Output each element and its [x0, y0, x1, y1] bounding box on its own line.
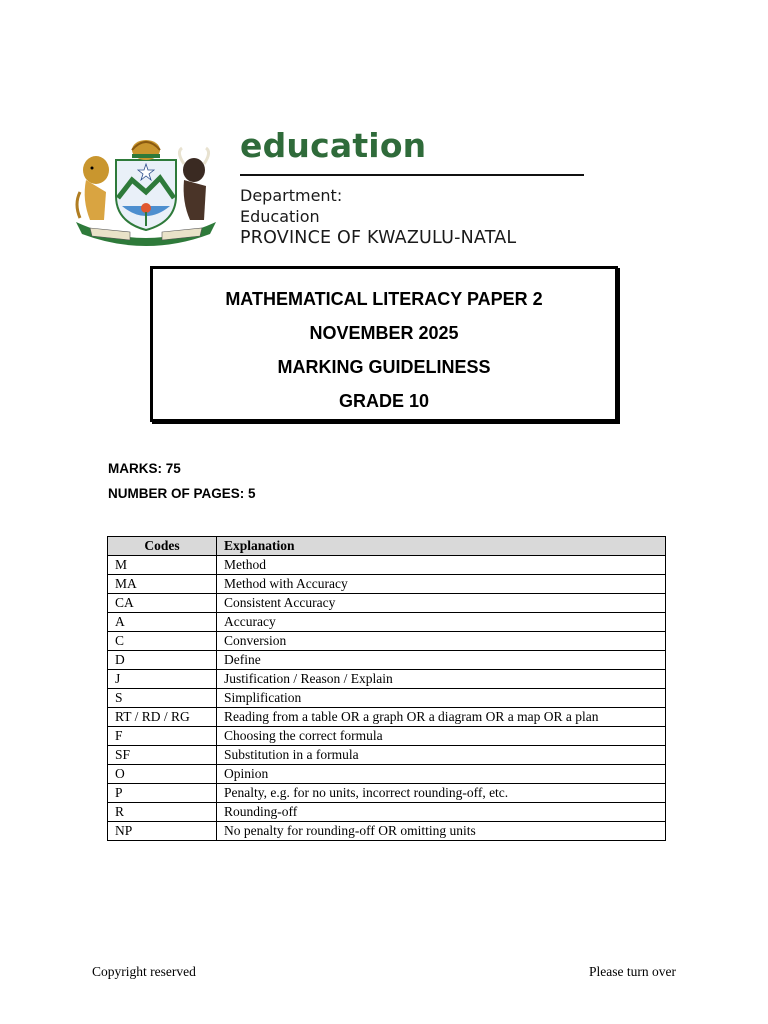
code-cell: RT / RD / RG [108, 708, 217, 727]
document-type: MARKING GUIDELINESS [277, 357, 491, 377]
brand-divider [240, 174, 584, 176]
explanation-cell: Penalty, e.g. for no units, incorrect rounding-off, etc. [217, 784, 666, 803]
code-cell: F [108, 727, 217, 746]
code-cell: M [108, 556, 217, 575]
brand-wordmark: education [240, 126, 427, 165]
table-row [108, 708, 666, 727]
turn-over-notice: Please turn over [589, 964, 676, 979]
marking-codes-table [107, 536, 666, 841]
code-cell: NP [108, 822, 217, 841]
province-name: PROVINCE OF KWAZULU-NATAL [240, 228, 517, 248]
code-cell: R [108, 803, 217, 822]
table-row [108, 784, 666, 803]
explanation-cell: Justification / Reason / Explain [217, 670, 666, 689]
explanation-cell: No penalty for rounding-off OR omitting units [217, 822, 666, 841]
explanation-cell: Rounding-off [217, 803, 666, 822]
department-name: Education [240, 207, 320, 226]
code-cell: J [108, 670, 217, 689]
table-row [108, 594, 666, 613]
code-cell: CA [108, 594, 217, 613]
table-row [108, 765, 666, 784]
table-row [108, 727, 666, 746]
document-title-box [150, 266, 618, 422]
explanation-cell: Method [217, 556, 666, 575]
code-cell: D [108, 651, 217, 670]
table-row [108, 632, 666, 651]
table-row [108, 613, 666, 632]
explanation-cell: Consistent Accuracy [217, 594, 666, 613]
explanation-cell: Conversion [217, 632, 666, 651]
explanation-cell: Define [217, 651, 666, 670]
explanation-cell: Simplification [217, 689, 666, 708]
table-row [108, 651, 666, 670]
exam-session: NOVEMBER 2025 [309, 323, 459, 343]
paper-title: MATHEMATICAL LITERACY PAPER 2 [225, 289, 543, 309]
table-row [108, 575, 666, 594]
table-row [108, 689, 666, 708]
grade-level: GRADE 10 [338, 391, 430, 411]
column-header-codes: Codes [108, 537, 217, 556]
explanation-cell: Choosing the correct formula [217, 727, 666, 746]
code-cell: A [108, 613, 217, 632]
page-count: NUMBER OF PAGES: 5 [108, 486, 256, 501]
table-row [108, 670, 666, 689]
code-cell: C [108, 632, 217, 651]
explanation-cell: Opinion [217, 765, 666, 784]
coat-of-arms-logo [70, 130, 222, 254]
table-header-row [108, 537, 666, 556]
code-cell: SF [108, 746, 217, 765]
table-row [108, 822, 666, 841]
explanation-cell: Method with Accuracy [217, 575, 666, 594]
table-row [108, 803, 666, 822]
code-cell: MA [108, 575, 217, 594]
explanation-cell: Accuracy [217, 613, 666, 632]
explanation-cell: Substitution in a formula [217, 746, 666, 765]
marks-total: MARKS: 75 [108, 461, 181, 476]
code-cell: S [108, 689, 217, 708]
code-cell: O [108, 765, 217, 784]
department-label: Department: [240, 186, 343, 205]
explanation-cell: Reading from a table OR a graph OR a diagram OR a map OR a plan [217, 708, 666, 727]
copyright-notice: Copyright reserved [92, 964, 196, 979]
column-header-explanation: Explanation [217, 537, 666, 556]
table-row [108, 556, 666, 575]
code-cell: P [108, 784, 217, 803]
table-row [108, 746, 666, 765]
